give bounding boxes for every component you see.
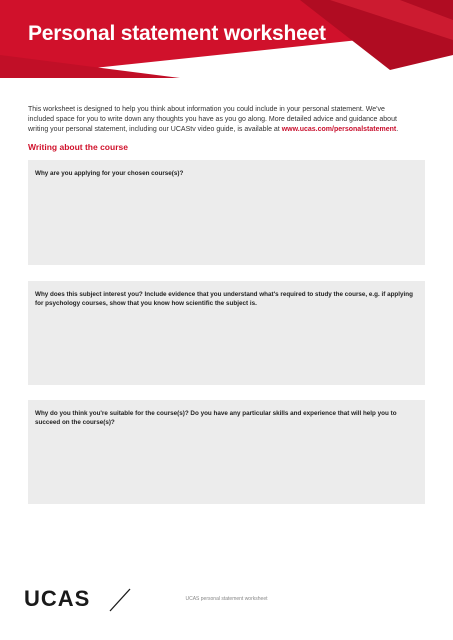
question-box-2[interactable] (28, 281, 425, 385)
question-label: Why do you think you're suitable for the course(s)? Do you have any particular skills and experience that will help you to succeed on the course(s)? (35, 410, 397, 426)
footer-caption: UCAS personal statement worksheet (185, 596, 268, 602)
page-title: Personal statement worksheet (28, 22, 326, 45)
question-box-3[interactable] (28, 400, 425, 504)
question-box-1[interactable] (28, 160, 425, 265)
section-heading: Writing about the course (28, 142, 128, 152)
intro-paragraph (28, 105, 408, 135)
question-label: Why are you applying for your chosen course(s)? (35, 170, 184, 177)
header-banner (0, 0, 453, 78)
logo-text: UCAS (24, 586, 91, 611)
intro-text: This worksheet is designed to help you think about information you could include in your personal statement. We've included space for you to write down any thoughts you have as you go along. More detailed advice and guidance about writing your personal statement, including our UCAStv video guide, is available at (28, 106, 397, 133)
intro-end: . (396, 126, 399, 133)
personal-statement-link[interactable]: www.ucas.com/personalstatement (281, 126, 397, 133)
question-label: Why does this subject interest you? Include evidence that you understand what's required to study the course, e.g. if applying for psychology courses, show that you know how scientific the subject is. (35, 291, 413, 307)
